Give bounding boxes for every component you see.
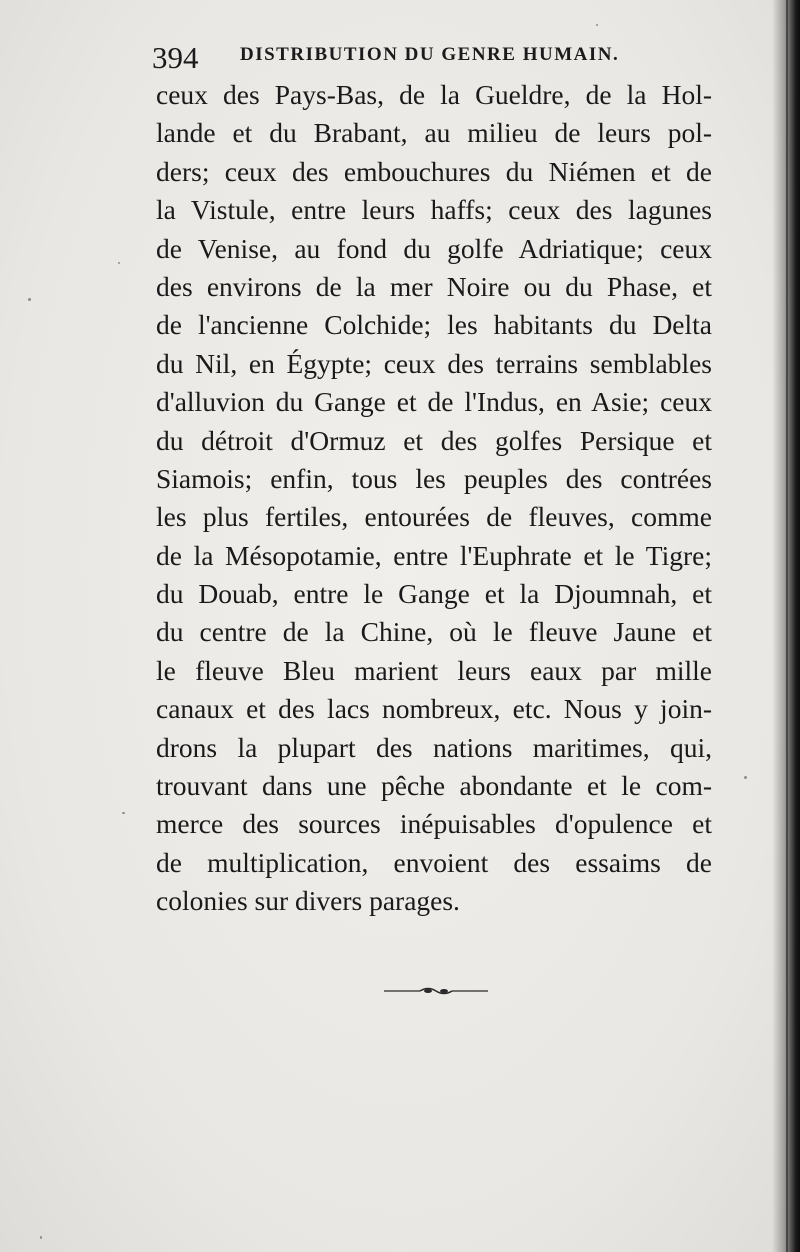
paper-speck [28, 298, 31, 301]
text-line: du centre de la Chine, où le fleuve Jaune et [156, 616, 712, 648]
text-line: ceux des Pays-Bas, de la Gueldre, de la Hol- [156, 79, 712, 110]
text-line: de multiplication, envoient des essaims de [156, 846, 712, 878]
text-line: de Venise, au fond du golfe Adriatique; ceux [156, 232, 712, 264]
text-line: de l'ancienne Colchide; les habitants du Delta [156, 309, 712, 341]
text-line: du Nil, en Égypte; ceux des terrains semblables [156, 347, 712, 379]
text-line: colonies sur divers parages. [156, 885, 460, 917]
binding-edge [786, 0, 788, 1252]
paper-speck [40, 1236, 42, 1239]
end-ornament [384, 984, 488, 998]
paper-speck [596, 24, 598, 26]
page-number: 394 [152, 40, 199, 75]
body-text [156, 76, 712, 921]
page-header [152, 38, 712, 78]
text-line: du détroit d'Ormuz et des golfes Persique et [156, 424, 712, 456]
text-line: merce des sources inépuisables d'opulence et [156, 808, 712, 840]
text-line: Siamois; enfin, tous les peuples des contrées [156, 462, 712, 494]
text-line: le fleuve Bleu marient leurs eaux par mille [156, 654, 712, 686]
text-line: la Vistule, entre leurs haffs; ceux des lagunes [156, 194, 712, 226]
text-line: des environs de la mer Noire ou du Phase, et [156, 270, 712, 302]
text-line: ders; ceux des embouchures du Niémen et de [156, 155, 712, 187]
text-line: les plus fertiles, entourées de fleuves, comme [156, 501, 712, 533]
text-line: drons la plupart des nations maritimes, qui, [156, 731, 712, 763]
running-head: DISTRIBUTION DU GENRE HUMAIN. [240, 44, 620, 65]
text-line: canaux et des lacs nombreux, etc. Nous y join- [156, 693, 712, 725]
paper-speck [744, 776, 747, 779]
text-line: trouvant dans une pêche abondante et le com- [156, 770, 712, 802]
text-line: lande et du Brabant, au milieu de leurs pol- [156, 117, 712, 149]
text-line: du Douab, entre le Gange et la Djoumnah, et [156, 578, 712, 610]
paper-speck [122, 812, 125, 814]
paper-speck [118, 262, 120, 264]
text-line: d'alluvion du Gange et de l'Indus, en Asie; ceux [156, 386, 712, 418]
text-line: de la Mésopotamie, entre l'Euphrate et le Tigre; [156, 539, 712, 571]
ornament-rule-icon [384, 984, 488, 998]
